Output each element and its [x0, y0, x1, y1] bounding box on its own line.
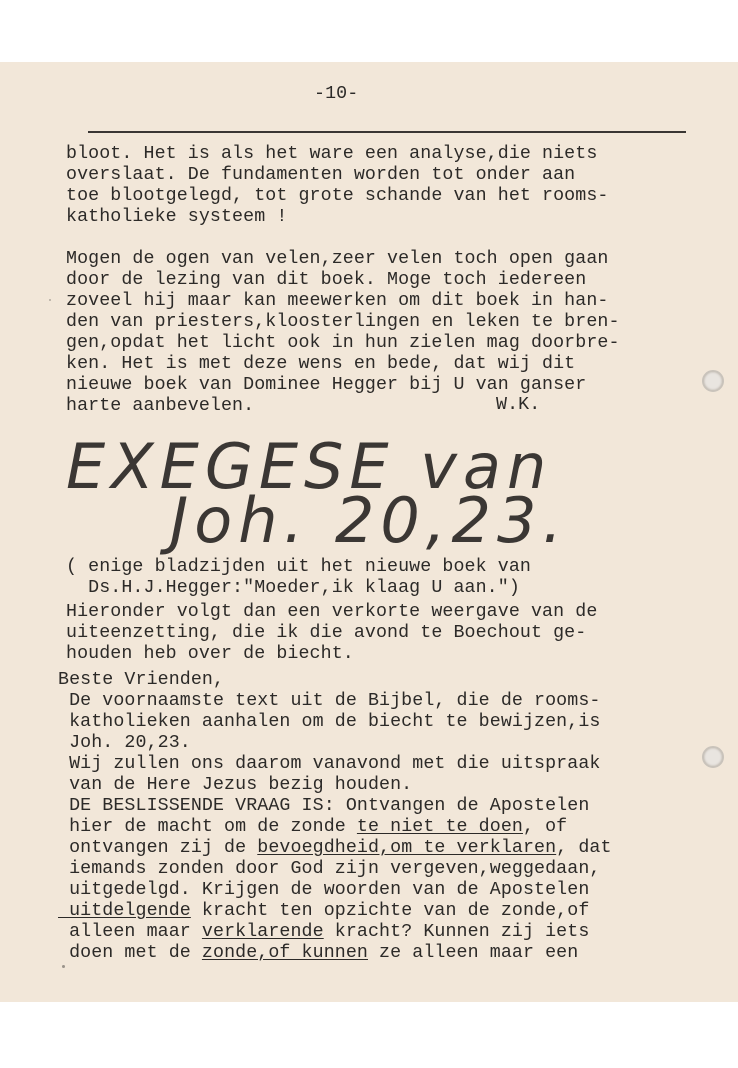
- text-line: houden heb over de biecht.: [66, 644, 354, 664]
- text-line: gen,opdat het licht ook in hun zielen mag doorbre-: [66, 333, 620, 353]
- text-line: bloot. Het is als het ware een analyse,die niets: [66, 144, 598, 164]
- text-line: Ds.H.J.Hegger:"Moeder,ik klaag U aan."): [66, 578, 520, 598]
- text-run: ontvangen zij de: [58, 838, 258, 858]
- text-line: van de Here Jezus bezig houden.: [58, 775, 413, 795]
- text-line: Mogen de ogen van velen,zeer velen toch open gaan: [66, 249, 609, 269]
- text-line: toe blootgelegd, tot grote schande van het rooms-: [66, 186, 609, 206]
- text-line: iemands zonden door God zijn vergeven,weggedaan,: [58, 859, 601, 879]
- text-line: door de lezing van dit boek. Moge toch iedereen: [66, 270, 587, 290]
- ink-speck: [49, 299, 51, 301]
- text-line: DE BESLISSENDE VRAAG IS: Ontvangen de Apostelen: [58, 796, 590, 816]
- text-line: overslaat. De fundamenten worden tot onder aan: [66, 165, 576, 185]
- text-run: kracht ten opzichte van de zonde,of: [190, 901, 590, 921]
- text-run: doen met de: [58, 943, 202, 963]
- underlined-phrase: te niet te doen: [356, 817, 523, 837]
- page-number: -10-: [314, 84, 359, 104]
- text-line: Hieronder volgt dan een verkorte weergave van de: [66, 602, 598, 622]
- ink-speck: [62, 965, 65, 968]
- text-run: ze alleen maar een: [367, 943, 579, 963]
- punch-hole-icon: [702, 746, 724, 768]
- text-run: , of: [522, 817, 568, 837]
- text-line: harte aanbevelen.: [66, 396, 255, 416]
- text-line: uitgedelgd. Krijgen de woorden van de Apostelen: [58, 880, 590, 900]
- top-divider: [88, 131, 686, 133]
- underlined-phrase: uitdelgende: [58, 901, 191, 921]
- text-line: katholieken aanhalen om de biecht te bewijzen,is: [58, 712, 601, 732]
- underlined-phrase: zonde,of kunnen: [201, 943, 368, 963]
- text-run: kracht? Kunnen zij iets: [323, 922, 590, 942]
- text-line: De voornaamste text uit de Bijbel, die de rooms-: [58, 691, 601, 711]
- text-line: Joh. 20,23.: [58, 733, 191, 753]
- summary-paragraph: [66, 602, 597, 665]
- text-line: katholieke systeem !: [66, 207, 288, 227]
- text-run: alleen maar: [58, 922, 202, 942]
- underlined-phrase: bevoegdheid,om te verklaren: [257, 838, 557, 858]
- text-run: hier de macht om de zonde: [58, 817, 357, 837]
- text-line: [58, 922, 612, 943]
- recommendation-paragraph: [66, 249, 620, 417]
- underlined-phrase: verklarende: [201, 922, 324, 942]
- heading-line-2: Joh. 20,23.: [170, 484, 569, 557]
- text-line: zoveel hij maar kan meewerken om dit boek in han-: [66, 291, 609, 311]
- letter-paragraph: [58, 670, 612, 964]
- signature-initials: W.K.: [496, 395, 541, 415]
- heading-line-1: EXEGESE van: [66, 430, 553, 503]
- text-line: Wij zullen ons daarom vanavond met die uitspraak: [58, 754, 601, 774]
- text-run: , dat: [556, 838, 612, 858]
- text-line: uiteenzetting, die ik die avond te Boechout ge-: [66, 623, 587, 643]
- text-line: [58, 817, 612, 838]
- text-line: den van priesters,kloosterlingen en leken te bren-: [66, 312, 620, 332]
- text-line: ( enige bladzijden uit het nieuwe boek van: [66, 557, 531, 577]
- text-line: nieuwe boek van Dominee Hegger bij U van ganser: [66, 375, 587, 395]
- text-line: [58, 943, 612, 964]
- punch-hole-icon: [702, 370, 724, 392]
- intro-paragraph-end: [66, 144, 608, 228]
- salutation: Beste Vrienden,: [58, 670, 225, 690]
- text-line: ken. Het is met deze wens en bede, dat wij dit: [66, 354, 576, 374]
- text-line: [58, 838, 612, 859]
- text-line: [58, 901, 612, 922]
- subtitle: [66, 557, 531, 599]
